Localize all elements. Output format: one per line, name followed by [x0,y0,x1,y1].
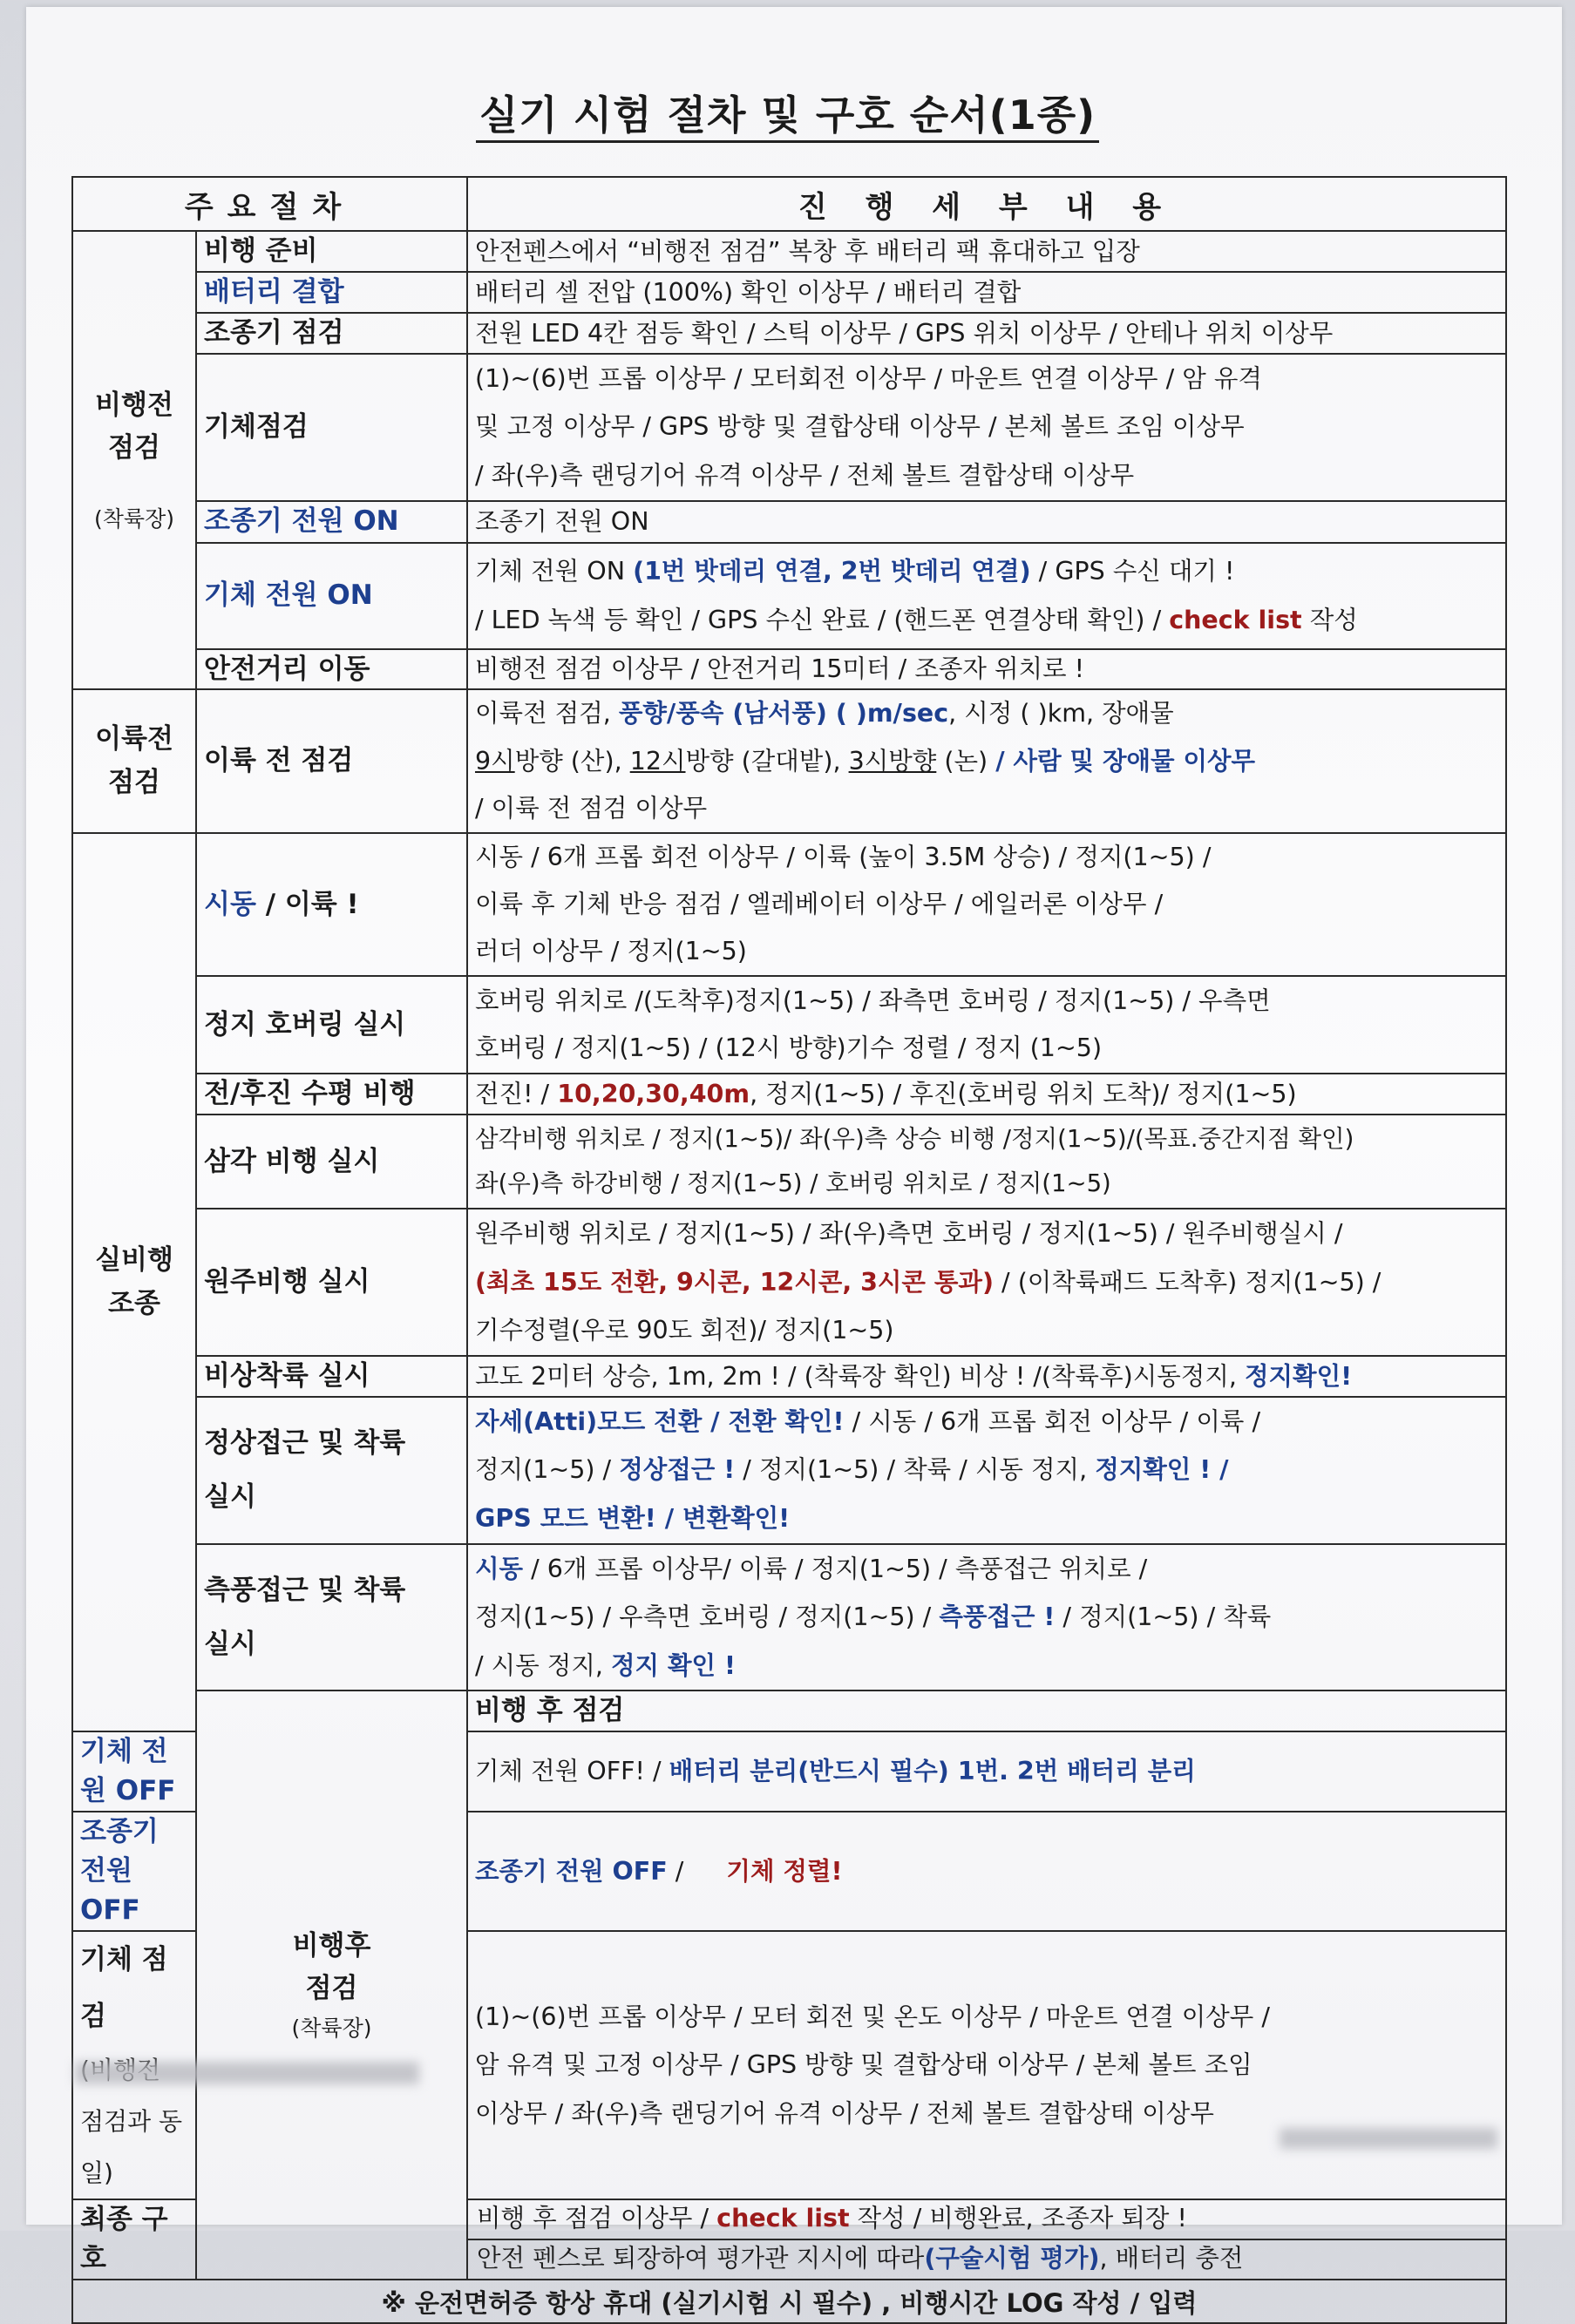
table-row [72,231,1506,272]
step-label: 조종기 전원 ON [196,501,467,543]
table-row [72,649,1506,690]
step-detail: 비행 후 점검 이상무 / check list 작성 / 비행완료, 조종자 퇴장 ! 안전 펜스로 퇴장하여 평가관 지시에 따라(구술시험 평가), 배터리 충전 [467,2199,1506,2280]
step-label: 비행 준비 [196,231,467,272]
step-label: 기체 전원 ON [196,543,467,649]
step-detail: (1)~(6)번 프롭 이상무 / 모터회전 이상무 / 마운트 연결 이상무 / 암 유격 및 고정 이상무 / GPS 방향 및 결합상태 이상무 / 본체 볼트 조임 이상무 / 좌(우)측 랜딩기어 유격 이상무 / 전체 볼트 결합상태 이상무 [467,354,1506,501]
step-detail: 시동 / 6개 프롭 회전 이상무 / 이륙 (높이 3.5M 상승) / 정지(1~5) / 이륙 후 기체 반응 점검 / 엘레베이터 이상무 / 에일러론 이상무 / 러더 이상무 / 정지(1~5) [467,833,1506,976]
blurred-mark-right [1280,2128,1497,2149]
table-header [72,177,1506,231]
table-row [72,543,1506,649]
table-row [72,354,1506,501]
header-details: 진 행 세 부 내 용 [467,177,1506,231]
step-detail: 호버링 위치로 /(도착후)정지(1~5) / 좌측면 호버링 / 정지(1~5) / 우측면 호버링 / 정지(1~5) / (12시 방향)기수 정렬 / 정지 (1~5) [467,976,1506,1074]
category-pre-takeoff: 이륙전 점검 [72,689,196,832]
step-label: 안전거리 이동 [196,649,467,690]
step-detail: 원주비행 위치로 / 정지(1~5) / 좌(우)측면 호버링 / 정지(1~5) / 원주비행실시 / (최초 15도 전환, 9시콘, 12시콘, 3시콘 통과) / (이착륙패드 도착후) 정지(1~5) / 기수정렬(우로 90도 회전)/ 정지(1~5) [467,1209,1506,1356]
step-detail: 기체 전원 OFF! / 배터리 분리(반드시 필수) 1번. 2번 배터리 분리 [467,1731,1506,1812]
procedure-table [71,176,1507,2324]
step-detail: 기체 전원 ON (1번 밧데리 연결, 2번 밧데리 연결) / GPS 수신 대기 ! / LED 녹색 등 확인 / GPS 수신 완료 / (핸드폰 연결상태 확인) / check list 작성 [467,543,1506,649]
step-label: 원주비행 실시 [196,1209,467,1356]
category-post-flight: 비행후 점검 (착륙장) [196,1690,467,2280]
table-row [72,1356,1506,1397]
table-row [72,976,1506,1074]
step-detail: (1)~(6)번 프롭 이상무 / 모터 회전 및 온도 이상무 / 마운트 연결 이상무 / 암 유격 및 고정 이상무 / GPS 방향 및 결합상태 이상무 / 본체 볼트 조임 이상무 / 좌(우)측 랜딩기어 유격 이상무 / 전체 볼트 결합상태 이상무 [467,1931,1506,2200]
footer-note: ※ 운전면허증 항상 휴대 (실기시험 시 필수) , 비행시간 LOG 작성 / 입력 [72,2280,1506,2323]
table-row [72,1115,1506,1209]
step-label: 기체점검 [196,354,467,501]
step-label: 측풍접근 및 착륙 실시 [196,1544,467,1691]
step-detail: 비행전 점검 이상무 / 안전거리 15미터 / 조종자 위치로 ! [467,649,1506,690]
table-row [72,1690,1506,1731]
step-label: 기체 점검 점검과 동일) [72,1931,196,2200]
step-label: 최종 구호 [72,2199,196,2280]
table-row [72,1209,1506,1356]
category-pre-flight: 비행전 점검 (착륙장) [72,231,196,689]
table-row [72,1074,1506,1115]
step-label: 정지 호버링 실시 [196,976,467,1074]
category-actual-flight: 실비행 조종 [72,833,196,1731]
table-row [72,1544,1506,1691]
table-row [72,1397,1506,1544]
step-label: 이륙 전 점검 [196,689,467,832]
step-detail: 조종기 전원 OFF / 기체 정렬! [467,1812,1506,1931]
page-title: 실기 시험 절차 및 구호 순서(1종) [0,84,1575,141]
step-detail: 안전펜스에서 “비행전 점검” 복창 후 배터리 팩 휴대하고 입장 [467,231,1506,272]
blurred-mark-left [75,2062,419,2084]
step-detail: 자세(Atti)모드 전환 / 전환 확인! / 시동 / 6개 프롭 회전 이상무 / 이륙 / 정지(1~5) / 정상접근 ! / 정지(1~5) / 착륙 / 시동 정지, 정지확인 ! / GPS 모드 변환! / 변환확인! [467,1397,1506,1544]
table-row [72,833,1506,976]
table-row [72,501,1506,543]
step-label: 삼각 비행 실시 [196,1115,467,1209]
table-row [72,689,1506,832]
step-label: 정상접근 및 착륙 실시 [196,1397,467,1544]
step-label: 비행 후 점검 [467,1690,1506,1731]
footer-note-row [72,2280,1506,2323]
step-detail: 고도 2미터 상승, 1m, 2m ! / (착륙장 확인) 비상 ! /(착륙후)시동정지, 정지확인! [467,1356,1506,1397]
step-label: 비상착륙 실시 [196,1356,467,1397]
table-row [72,313,1506,354]
step-detail: 이륙전 점검, 풍향/풍속 (남서풍) ( )m/sec, 시정 ( )km, 장애물 9시방향 (산), 12시방향 (갈대밭), 3시방향 (논) / 사람 및 장애물 이상무 / 이륙 전 점검 이상무 [467,689,1506,832]
step-detail: 배터리 셀 전압 (100%) 확인 이상무 / 배터리 결합 [467,272,1506,313]
step-detail: 조종기 전원 ON [467,501,1506,543]
step-label: 조종기 점검 [196,313,467,354]
header-main-procedure: 주요절차 [72,177,467,231]
step-label: 시동 / 이륙 ! [196,833,467,976]
table-row [72,272,1506,313]
step-detail: 전원 LED 4칸 점등 확인 / 스틱 이상무 / GPS 위치 이상무 / 안테나 위치 이상무 [467,313,1506,354]
step-detail: 시동 / 6개 프롭 이상무/ 이륙 / 정지(1~5) / 측풍접근 위치로 / 정지(1~5) / 우측면 호버링 / 정지(1~5) / 측풍접근 ! / 정지(1~5) / 착륙 / 시동 정지, 정지 확인 ! [467,1544,1506,1691]
step-label: 배터리 결합 [196,272,467,313]
step-detail: 전진! / 10,20,30,40m, 정지(1~5) / 후진(호버링 위치 도착)/ 정지(1~5) [467,1074,1506,1115]
step-label: 조종기 전원 OFF [72,1812,196,1931]
step-label: 전/후진 수평 비행 [196,1074,467,1115]
step-detail: 삼각비행 위치로 / 정지(1~5)/ 좌(우)측 상승 비행 /정지(1~5)/(목표.중간지점 확인) 좌(우)측 하강비행 / 정지(1~5) / 호버링 위치로 / 정지(1~5) [467,1115,1506,1209]
step-label: 기체 전원 OFF [72,1731,196,1812]
